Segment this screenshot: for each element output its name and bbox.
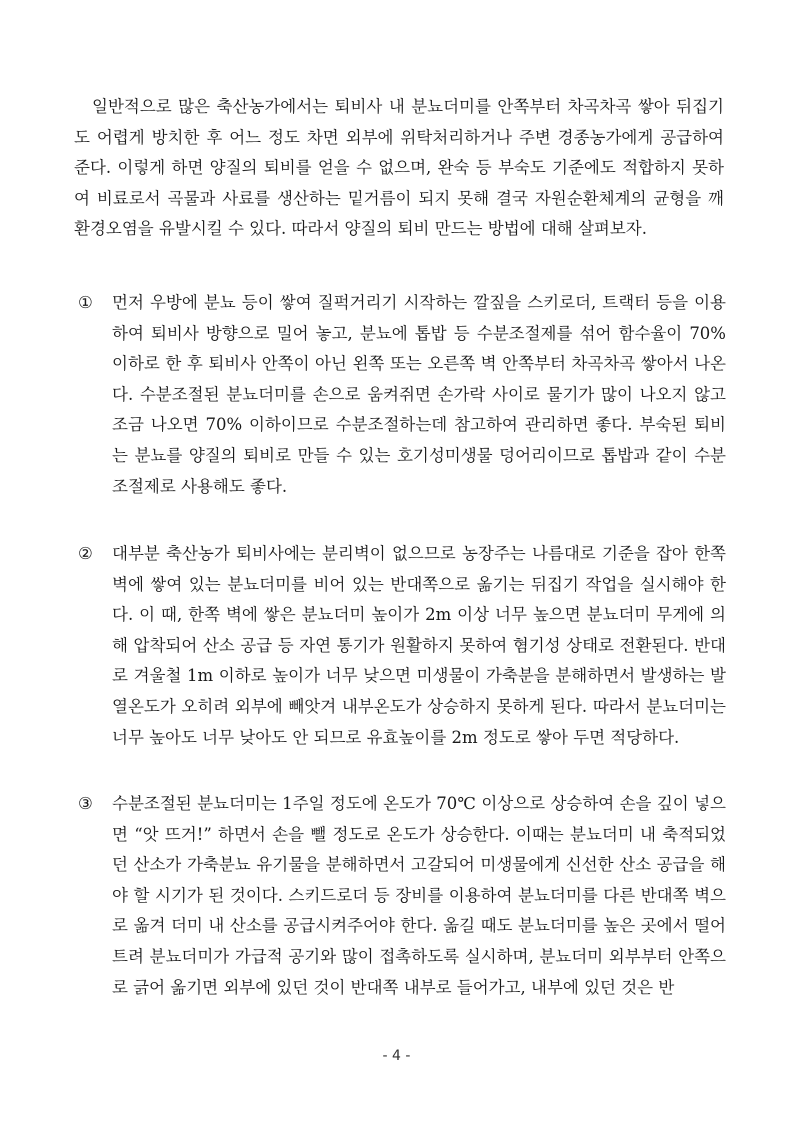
item-text: 수분조절된 분뇨더미는 1주일 정도에 온도가 70℃ 이상으로 상승하여 손을 깊이 넣으면 “앗 뜨거!” 하면서 손을 뺄 정도로 온도가 상승한다. 이때는 분뇨더미 내 축적되었던 산소가 가축분뇨 유기물을 분해하면서 고갈되어 미생물에게 신선한 산소 공급을 해야 할 시기가 된 것이다. 스키드로더 등 장비를 이용하여 분뇨더미를 다른 반대쪽 벽으로 옮겨 더미 내 산소를 공급시켜주어야 한다. 옮길 때도 분뇨더미를 높은 곳에서 떨어트려 분뇨더미가 가급적 공기와 많이 접촉하도록 실시하며, 분뇨더미 외부부터 안쪽으로 긁어 옮기면 외부에 있던 것이 반대쪽 내부로 들어가고, 내부에 있던 것은 반 bbox=[112, 794, 726, 997]
list-item-1 bbox=[78, 288, 726, 502]
intro-paragraph: 일반적으로 많은 축산농가에서는 퇴비사 내 분뇨더미를 안쪽부터 차곡차곡 쌓아 뒤집기도 어렵게 방치한 후 어느 정도 차면 외부에 위탁처리하거나 주변 경종농가에게 공급하여 준다. 이렇게 하면 양질의 퇴비를 얻을 수 없으며, 완숙 등 부숙도 기준에도 적합하지 못하여 비료로서 곡물과 사료를 생산하는 밑거름이 되지 못해 결국 자원순환체계의 균형을 깨 환경오염을 유발시킬 수 있다. 따라서 양질의 퇴비 만드는 방법에 대해 살펴보자. bbox=[74, 97, 724, 239]
list-item-3 bbox=[78, 789, 726, 1003]
item-text: 먼저 우방에 분뇨 등이 쌓여 질퍽거리기 시작하는 깔짚을 스키로더, 트랙터 등을 이용하여 퇴비사 방향으로 밀어 놓고, 분뇨에 톱밥 등 수분조절제를 섞어 함수율이 70% 이하로 한 후 퇴비사 안쪽이 아닌 왼쪽 또는 오른쪽 벽 안쪽부터 차곡차곡 쌓아서 나온다. 수분조절된 분뇨더미를 손으로 움켜쥐면 손가락 사이로 물기가 많이 나오지 않고 조금 나오면 70% 이하이므로 수분조절하는데 참고하여 관리하면 좋다. 부숙된 퇴비는 분뇨를 양질의 퇴비로 만들 수 있는 호기성미생물 덩어리이므로 톱밥과 같이 수분조절제로 사용해도 좋다. bbox=[112, 293, 726, 496]
page-number: - 4 - bbox=[382, 1048, 411, 1064]
item-number: ② bbox=[78, 544, 93, 563]
list-item-2 bbox=[78, 539, 726, 753]
item-text: 대부분 축산농가 퇴비사에는 분리벽이 없으므로 농장주는 나름대로 기준을 잡아 한쪽 벽에 쌓여 있는 분뇨더미를 비어 있는 반대쪽으로 옮기는 뒤집기 작업을 실시해야 한다. 이 때, 한쪽 벽에 쌓은 분뇨더미 높이가 2m 이상 너무 높으면 분뇨더미 무게에 의해 압착되어 산소 공급 등 자연 통기가 원활하지 못하여 혐기성 상태로 전환된다. 반대로 겨울철 1m 이하로 높이가 너무 낮으면 미생물이 가축분을 분해하면서 발생하는 발열온도가 오히려 외부에 빼앗겨 내부온도가 상승하지 못하게 된다. 따라서 분뇨더미는 너무 높아도 너무 낮아도 안 되므로 유효높이를 2m 정도로 쌓아 두면 적당하다. bbox=[112, 544, 726, 747]
item-number: ① bbox=[78, 293, 93, 312]
item-number: ③ bbox=[78, 794, 93, 813]
